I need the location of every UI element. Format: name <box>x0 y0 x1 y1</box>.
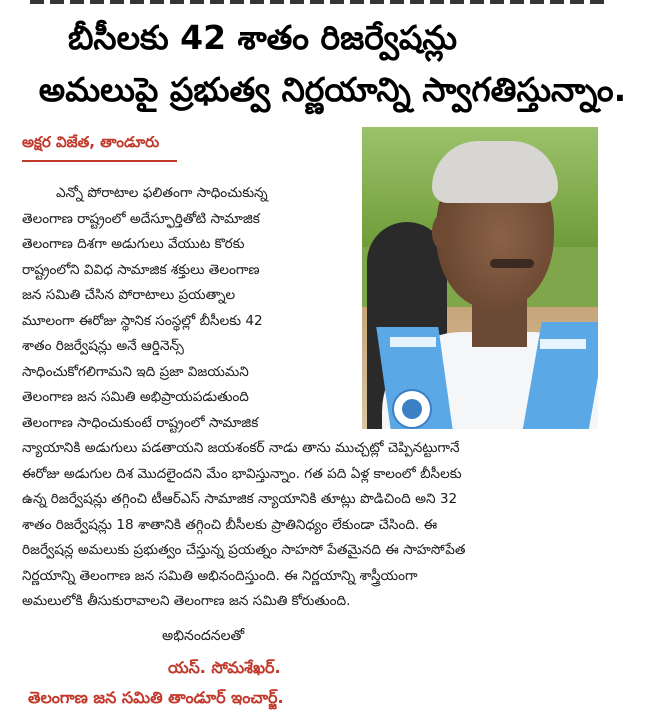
portrait-photo <box>362 127 598 429</box>
body-line: మూలంగా ఈరోజు స్థానిక సంస్థల్లో బీసీలకు 42 <box>22 312 263 329</box>
clipped-previous-text <box>0 0 645 8</box>
byline-underline <box>22 160 177 162</box>
body-line: తెలంగాణ దిశగా అడుగులు వేయుట కొరకు <box>22 236 245 252</box>
signoff-name: యస్. సోమశేఖర్. <box>168 658 281 677</box>
headline-line-2: అమలుపై ప్రభుత్వ నిర్ణయాన్ని స్వాగతిస్తున్నాం. <box>38 70 627 109</box>
signoff-greeting: అభినందనలతో <box>162 628 245 644</box>
body-line: రిజర్వేషన్ల అమలుకు ప్రభుత్వం చేస్తున్న ప్రయత్నం సాహసో పేతమైనది ఈ సాహసోపేత <box>22 542 466 558</box>
byline: అక్షర విజేత, తాండూరు <box>22 133 160 151</box>
body-line: ఎన్నో పోరాటాల ఫలితంగా సాధించుకున్న <box>56 185 268 201</box>
body-line: న్యాయానికి అడుగులు పడతాయని జయశంకర్ నాడు తాను ముచ్చట్లో చెప్పినట్టుగానే <box>22 440 460 456</box>
body-line: జన సమితి చేసిన పోరాటాలు ప్రయత్నాల <box>22 287 236 303</box>
grey-hair <box>432 141 558 203</box>
body-line: నిర్ణయాన్ని తెలంగాణ జన సమితి అభినందిస్తుంది. ఈ నిర్ణయాన్ని శాస్త్రీయంగా <box>22 567 418 584</box>
body-line: సాధించుకోగలిగామని ఇది ప్రజా విజయమని <box>22 363 249 380</box>
headline-line-1: బీసీలకు 42 శాతం రిజర్వేషన్లు <box>67 18 458 57</box>
body-line: ఉన్న రిజర్వేషన్లు తగ్గించి టీఆర్ఎస్ సామాజిక న్యాయానికి తూట్లు పొడిచింది అని 32 <box>22 491 458 507</box>
body-line: తెలంగాణ సాధించుకుంటే రాష్ట్రంలో సామాజిక <box>22 414 259 431</box>
party-logo-icon <box>392 389 432 429</box>
body-line: రాష్ట్రంలోని వివిధ సామాజిక శక్తులు తెలంగాణ <box>22 261 260 278</box>
article-body-wide <box>22 436 622 615</box>
body-line: శాతం రిజర్వేషన్లు అనే ఆర్డినెన్స్ <box>22 338 184 354</box>
body-line: అమలులోకి తీసుకురావాలని తెలంగాణ జన సమితి కోరుతుంది. <box>22 593 351 609</box>
body-line: ఈరోజు అడుగుల దిశ మొదలైందని మేం భావిస్తున్నాం. గత పది ఏళ్ల కాలంలో బీసీలకు <box>22 465 462 482</box>
article-body-narrow <box>22 181 352 436</box>
mustache <box>490 259 534 268</box>
signoff-title: తెలంగాణ జన సమితి తాండూర్ ఇంచార్జ్. <box>28 688 284 707</box>
body-line: తెలంగాణ రాష్ట్రంలో అదేస్ఫూర్తితోటి సామాజిక <box>22 210 260 227</box>
body-line: తెలంగాణ జన సమితి అభిప్రాయపడుతుంది <box>22 389 249 405</box>
body-line: శాతం రిజర్వేషన్లు 18 శాతానికి తగ్గించి బీసీలకు ప్రాతినిధ్యం లేకుండా చేసింది. ఈ <box>22 516 438 533</box>
